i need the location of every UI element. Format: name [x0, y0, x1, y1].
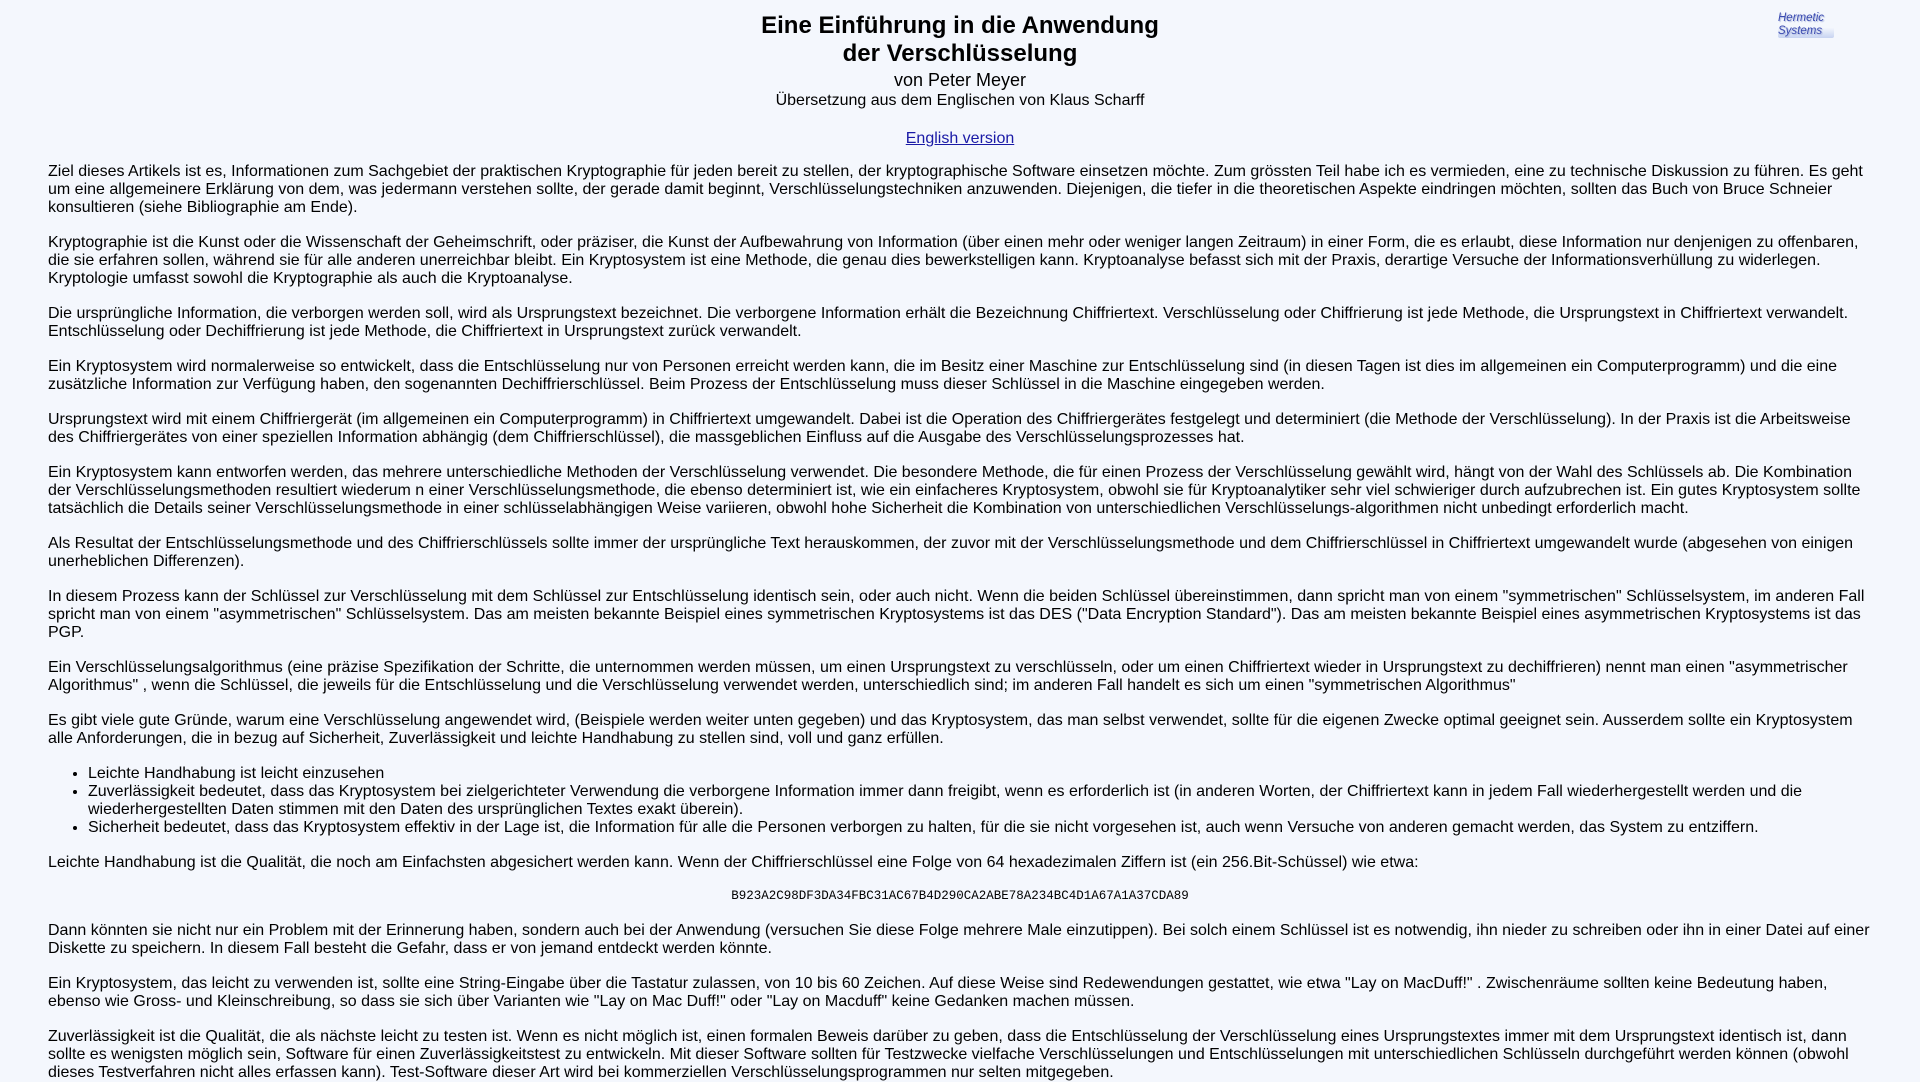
translation-credit: Übersetzung aus dem Englischen von Klaus Scharff	[775, 92, 1145, 109]
language-link-row	[48, 130, 1872, 148]
logo-line-2: Systems	[1778, 25, 1823, 37]
paragraph-algorithmus: Ein Verschlüsselungsalgorithmus (eine präzise Spezifikation der Schritte, die unternommen werden müssen, um einen Ursprungstext zu verschlüsseln, oder um einen Chiffriertext wieder in Ursprungstext zu dechiffrieren) nennt man einen "asymmetrischer Algorithmus" , wenn die Schlüssel, die jeweils für die Entschlüsselung und die Verschlüsselung verwendet werden, unterschiedlich sind; im anderen Fall handelt es sich um einen "symmetrischen Algorithmus"	[48, 659, 1848, 694]
list-item: • Leichte Handhabung ist leicht einzusehen	[88, 765, 1872, 783]
list-item: • Sicherheit bedeutet, dass das Kryptosystem effektiv in der Lage ist, die Information für alle die Personen verborgen zu halten, für die sie nicht vorgesehen ist, auch wenn Versuche von anderen gemacht werden, das System zu entziffern.	[88, 819, 1872, 837]
paragraph-intro: Ziel dieses Artikels ist es, Informationen zum Sachgebiet der praktischen Kryptographie für jeden bereit zu stellen, der kryptographische Software einsetzen möchte. Zum grössten Teil habe ich es vermieden, eine zu technische Diskussion zu führen. Es geht um eine allgemeinere Erklärung von dem, was jedermann verstehen sollte, der gerade damit beginnt, Verschlüsselungstechniken anzuwenden. Diejenigen, die tiefer in die theoretischen Aspekte eindringen möchten, sollten das Buch von Bruce Schneier konsultieren (siehe Bibliographie am Ende).	[48, 163, 1863, 216]
paragraph-handhabung: Leichte Handhabung ist die Qualität, die noch am Einfachsten abgesichert werden kann. Wenn der Chiffrierschlüssel eine Folge von 64 hexadezimalen Ziffern ist (ein 256.Bit-Schüssel) wie etwa:	[48, 854, 1419, 871]
requirements-list	[48, 765, 1872, 837]
paragraph-symmetrisch: In diesem Prozess kann der Schlüssel zur Verschlüsselung mit dem Schlüssel zur Entschlüsselung identisch sein, oder auch nicht. Wenn die beiden Schlüssel übereinstimmen, dann spricht man von einem "symmetrischen" Schlüsselsystem, im anderen Fall spricht man von einem "asymmetrischen" Schlüsselsystem. Das am meisten bekannte Beispiel eines symmetrischen Kryptosystems ist das DES ("Data Encryption Standard"). Das am meisten bekannte Beispiel eines asymmetrischen Kryptosystems ist das PGP.	[48, 588, 1865, 641]
paragraph-resultat: Als Resultat der Entschlüsselungsmethode und des Chiffrierschlüssels sollte immer der ursprüngliche Text herauskommen, der zuvor mit der Verschlüsselungsmethode und dem Chiffrierschlüssel in Chiffriertext umgewandelt wurde (abgesehen von einigen unerheblichen Differenzen).	[48, 535, 1854, 570]
paragraph-kryptosystem: Ein Kryptosystem wird normalerweise so entwickelt, dass die Entschlüsselung nur von Personen erreicht werden kann, die im Besitz einer Maschine zur Entschlüsselung sind (in diesen Tagen ist dies im allgemeinen ein Computerprogramm) und die eine zusätzliche Information zur Verfügung haben, den sogenannten Dechiffrierschlüssel. Beim Prozess der Entschlüsselung muss dieser Schlüssel in die Maschine eingegeben werden.	[48, 358, 1838, 393]
paragraph-gruende: Es gibt viele gute Gründe, warum eine Verschlüsselung angewendet wird, (Beispiele werden weiter unten gegeben) und das Kryptosystem, das man selbst verwendet, sollte für die eigenen Zwecke optimal geeignet sein. Ausserdem sollte ein Kryptosystem alle Anforderungen, die in bezug auf Sicherheit, Zuverlässigkeit und leichte Handhabung zu stellen sind, voll und ganz erfüllen.	[48, 712, 1853, 747]
hermetic-systems-logo[interactable]	[1778, 12, 1834, 38]
page-title-line-1: Eine Einführung in die Anwendung	[761, 12, 1159, 39]
hex-key-example: B923A2C98DF3DA34FBC31AC67B4D290CA2ABE78A234BC4D1A67A1A37CDA89	[731, 889, 1189, 903]
paragraph-zuverlaessigkeit: Zuverlässigkeit ist die Qualität, die als nächste leicht zu testen ist. Wenn es nicht möglich ist, einen formalen Beweis darüber zu geben, dass die Entschlüsselung der Verschlüsselung eines Ursprungstextes immer mit dem Ursprungstext identisch ist, dann sollte es wenigsten möglich sein, Software für einen Zuverlässigkeitstest zu entwickeln. Mit dieser Software sollten für Testzwecke vielfache Verschlüsselungen und Entschlüsselungen mit unterschiedlichen Schlüsseln durchgeführt werden können (obwohl dieses Testverfahren nicht alles erfassen kann). Test-Software dieser Art wird bei kommerziellen Verschlüsselungsprogrammen nur selten mitgegeben.	[48, 1028, 1849, 1081]
list-item: • Zuverlässigkeit bedeutet, dass das Kryptosystem bei zielgerichteter Verwendung die verborgene Information immer dann freigibt, wenn es erforderlich ist (in anderen Worten, der Chiffriertext kann in jedem Fall wiederhergestellt werden und die wiederhergestellten Daten stimmen mit den Daten des ursprünglichen Textes exakt überein).	[88, 783, 1872, 819]
paragraph-kryptographie: Kryptographie ist die Kunst oder die Wissenschaft der Geheimschrift, oder präziser, die Kunst der Aufbewahrung von Information (über einen mehr oder weniger langen Zeitraum) in einer Form, die es erlaubt, diese Information nur denjenigen zu offenbaren, die sie erfahren sollen, während sie für alle anderen unerreichbar bleibt. Ein Kryptosystem ist eine Methode, die genau dies bewerkstelligen kann. Kryptoanalyse befasst sich mit der Praxis, derartige Versuche der Informationsverhüllung zu widerlegen. Kryptologie umfasst sowohl die Kryptographie als auch die Kryptoanalyse.	[48, 234, 1859, 287]
title-block	[48, 0, 1872, 111]
paragraph-methoden: Ein Kryptosystem kann entworfen werden, das mehrere unterschiedliche Methoden der Verschlüsselung verwendet. Die besondere Methode, die für einen Prozess der Verschlüsselung gewählt wird, hängt von der Wahl des Schlüssels ab. Die Kombination der Verschlüsselungsmethoden resultiert wiederum n einer Verschlüsselungsmethode, die ebenso determiniert ist, wie ein einfacheres Kryptosystem, obwohl sie für Kryptoanalytiker sehr viel schwieriger durch aufzubrechen ist. Ein gutes Kryptosystem sollte tatsächlich die Details seiner Verschlüsselungsmethode in einer schlüsselabhängigen Weise variieren, obwohl hohe Sicherheit die Kombination von unterschiedlichen Verschlüsselungs-algorithmen nicht unbedingt erforderlich macht.	[48, 464, 1861, 517]
author-line: von Peter Meyer	[893, 70, 1027, 90]
paragraph-string-eingabe: Ein Kryptosystem, das leicht zu verwenden ist, sollte eine String-Eingabe über die Tastatur zulassen, von 10 bis 60 Zeichen. Auf diese Weise sind Redewendungen gestattet, wie etwa "Lay on MacDuff!" . Zwischenräume sollten keine Bedeutung haben, ebenso wie Gross- und Kleinschreibung, so dass sie sich über Varianten wie "Lay on Mac Duff!" oder "Lay on Macduff" keine Gedanken machen müssen.	[48, 975, 1828, 1010]
paragraph-chiffriergeraet: Ursprungstext wird mit einem Chiffriergerät (im allgemeinen ein Computerprogramm) in Chiffriertext umgewandelt. Dabei ist die Operation des Chiffriergerätes festgelegt und determiniert (die Methode der Verschlüsselung). In der Praxis ist die Arbeitsweise des Chiffriergerätes von einer speziellen Information abhängig (dem Chiffrierschlüssel), die massgeblichen Einfluss auf die Ausgabe des Verschlüsselungsprozesses hat.	[48, 411, 1851, 446]
paragraph-erinnerung: Dann könnten sie nicht nur ein Problem mit der Erinnerung haben, sondern auch bei der Anwendung (versuchen Sie diese Folge mehrere Male einzutippen). Bei solch einem Schlüssel ist es notwendig, ihn nieder zu schreiben oder ihn in einer Datei auf einer Diskette zu speichern. In diesem Fall besteht die Gefahr, dass er von jemand entdeckt werden könnte.	[48, 922, 1870, 957]
page-title	[48, 12, 1872, 68]
logo-line-1: Hermetic	[1778, 12, 1825, 24]
paragraph-ursprungstext: Die ursprüngliche Information, die verborgen werden soll, wird als Ursprungstext bezeichnet. Die verborgene Information erhält die Bezeichnung Chiffriertext. Verschlüsselung oder Chiffrierung ist jede Methode, die Ursprungstext in Chiffriertext verwandelt. Entschlüsselung oder Dechiffrierung ist jede Methode, die Chiffriertext in Ursprungstext zurück verwandelt.	[48, 305, 1849, 340]
page-title-line-2: der Verschlüsselung	[842, 40, 1078, 67]
english-version-link[interactable]: English version	[905, 130, 1015, 147]
